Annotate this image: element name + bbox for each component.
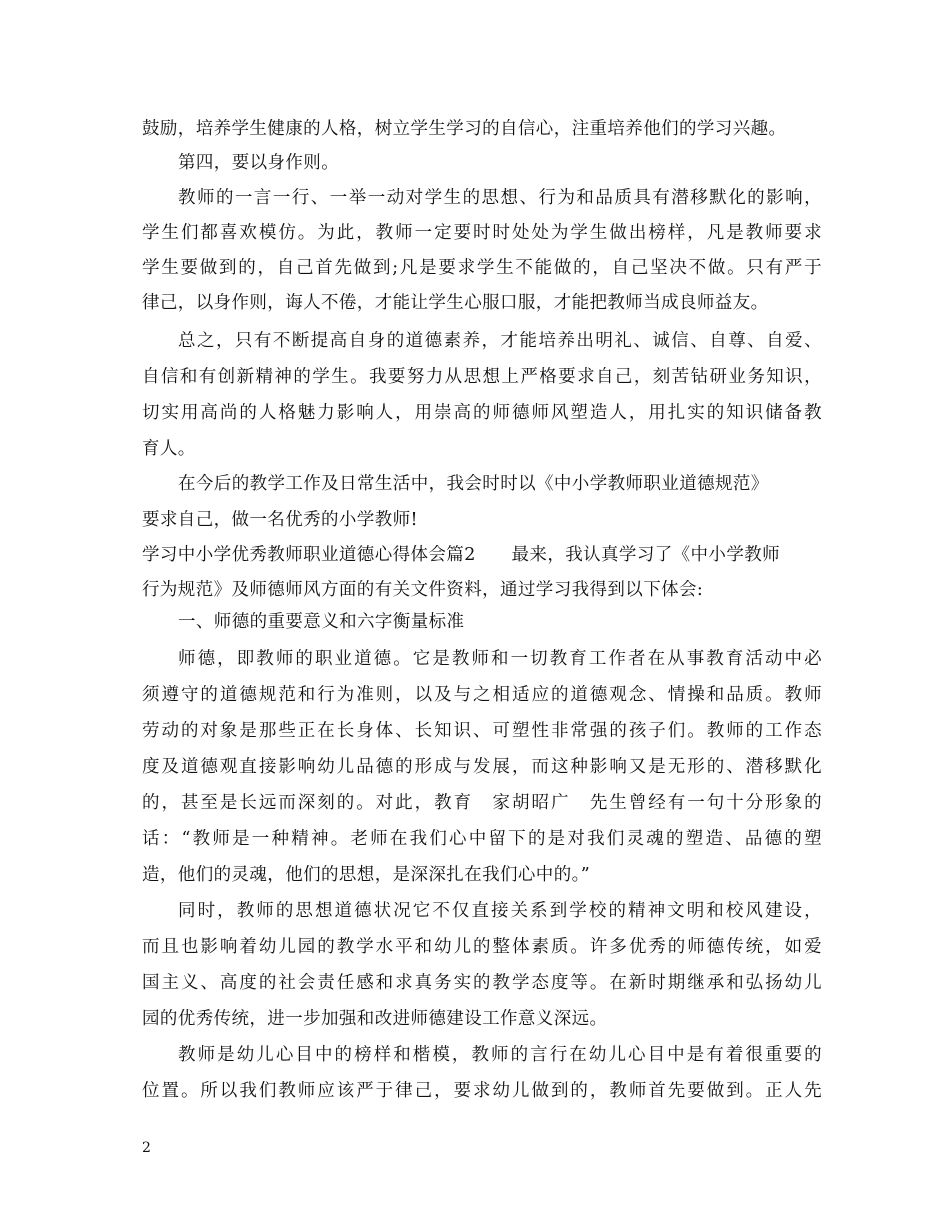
text-line: 师德，即教师的职业道德。它是教师和一切教育工作者在从事教育活动中必 [178, 649, 822, 669]
section-heading: 一、师德的重要意义和六字衡量标准 [178, 612, 465, 632]
text-line: 在今后的教学工作及日常生活中，我会时时以《中小学教师职业道德规范》 [178, 474, 769, 494]
text-line: 切实用高尚的人格魅力影响人，用崇高的师德师风塑造人，用扎实的知识储备教 [142, 403, 822, 423]
text-line: 行为规范》及师德师风方面的有关文件资料，通过学习我得到以下体会: [142, 580, 704, 600]
text-line: 律己，以身作则，诲人不倦，才能让学生心服口服，才能把教师当成良师益友。 [142, 293, 769, 313]
text-line: 话：“教师是一种精神。老师在我们心中留下的是对我们灵魂的塑造、品德的塑 [142, 829, 822, 849]
article-heading-line: 学习中小学优秀教师职业道德心得体会篇2 最来，我认真学习了《中小学教师 [142, 545, 781, 565]
text-line: 学生要做到的，自己首先做到;凡是要求学生不能做的，自己坚决不做。只有严于 [142, 258, 822, 278]
text-line: 学生们都喜欢模仿。为此，教师一定要时时处处为学生做出榜样，凡是教师要求 [142, 223, 822, 243]
text-line: 劳动的对象是那些正在长身体、长知识、可塑性非常强的孩子们。教师的工作态 [142, 721, 822, 741]
text-line: 要求自己，做一名优秀的小学教师! [142, 510, 418, 530]
text-line: 而且也影响着幼儿园的教学水平和幼儿的整体素质。许多优秀的师德传统，如爱 [142, 937, 822, 957]
text-line: 教师的一言一行、一举一动对学生的思想、行为和品质具有潜移默化的影响， [178, 188, 822, 208]
text-line: 总之，只有不断提高自身的道德素养，才能培养出明礼、诚信、自尊、自爱、 [178, 331, 822, 351]
text-line: 造，他们的灵魂，他们的思想，是深深扎在我们心中的。” [142, 865, 591, 885]
text-line: 自信和有创新精神的学生。我要努力从思想上严格要求自己，刻苦钻研业务知识， [142, 367, 822, 387]
text-line: 育人。 [142, 439, 196, 459]
text-line: 度及道德观直接影响幼儿品德的形成与发展，而这种影响又是无形的、潜移默化 [142, 757, 822, 777]
text-line: 须遵守的道德规范和行为准则，以及与之相适应的道德观念、情操和品质。教师 [142, 685, 822, 705]
text-line: 的，甚至是长远而深刻的。对此，教育 家胡昭广 先生曾经有一句十分形象的 [142, 793, 822, 813]
text-line: 第四，要以身作则。 [178, 153, 340, 173]
page-number: 2 [142, 1140, 151, 1156]
text-line: 园的优秀传统，进一步加强和改进师德建设工作意义深远。 [142, 1009, 608, 1029]
text-line: 同时，教师的思想道德状况它不仅直接关系到学校的精神文明和校风建设， [178, 901, 822, 921]
text-line: 位置。所以我们教师应该严于律己，要求幼儿做到的，教师首先要做到。正人先 [142, 1081, 822, 1101]
text-line: 国主义、高度的社会责任感和求真务实的教学态度等。在新时期继承和弘扬幼儿 [142, 973, 822, 993]
text-line: 鼓励，培养学生健康的人格，树立学生学习的自信心，注重培养他们的学习兴趣。 [142, 119, 787, 139]
text-line: 教师是幼儿心目中的榜样和楷模，教师的言行在幼儿心目中是有着很重要的 [178, 1045, 822, 1065]
